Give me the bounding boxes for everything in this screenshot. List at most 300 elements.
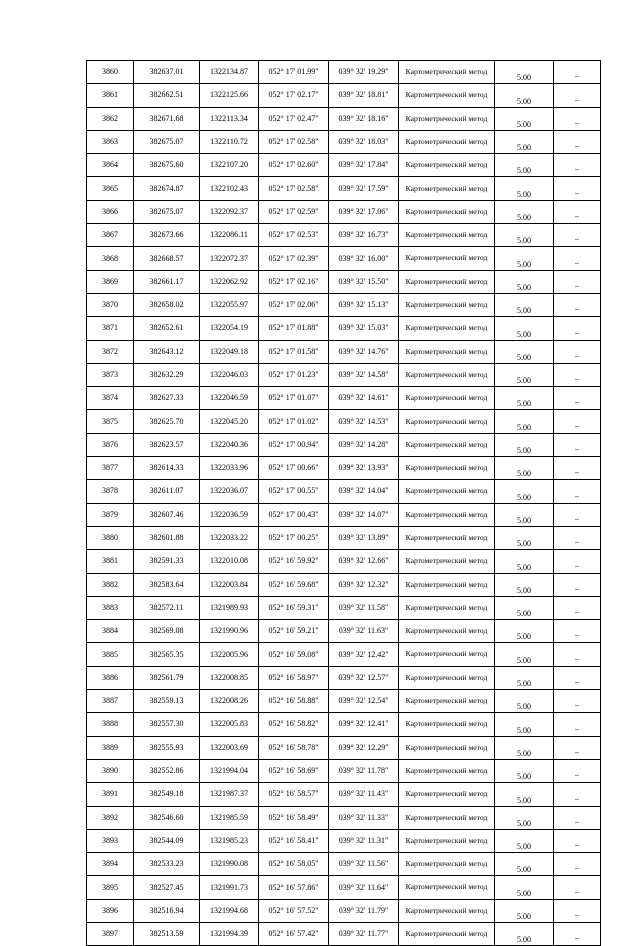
x-coordinate-cell: 382516.94	[134, 899, 200, 922]
point-number-cell: 3879	[87, 503, 134, 526]
y-coordinate-cell: 1321994.39	[200, 922, 259, 945]
x-coordinate-cell: 382668.57	[134, 247, 200, 270]
table-row	[87, 107, 601, 130]
x-coordinate-cell: 382675.07	[134, 200, 200, 223]
table-row	[87, 806, 601, 829]
x-coordinate-cell: 382533.23	[134, 853, 200, 876]
method-cell: Картометрический метод	[399, 457, 495, 480]
note-cell: –	[554, 61, 601, 84]
longitude-cell: 039° 32' 14.53"	[329, 410, 399, 433]
x-coordinate-cell: 382652.61	[134, 317, 200, 340]
latitude-cell: 052° 16' 59.08"	[259, 643, 329, 666]
accuracy-cell: 5.00	[495, 247, 554, 270]
point-number-cell: 3868	[87, 247, 134, 270]
latitude-cell: 052° 17' 02.16"	[259, 270, 329, 293]
x-coordinate-cell: 382559.13	[134, 690, 200, 713]
table-row	[87, 433, 601, 456]
method-cell: Картометрический метод	[399, 480, 495, 503]
point-number-cell: 3896	[87, 899, 134, 922]
latitude-cell: 052° 17' 01.58"	[259, 340, 329, 363]
y-coordinate-cell: 1321985.23	[200, 829, 259, 852]
accuracy-cell: 5.00	[495, 759, 554, 782]
x-coordinate-cell: 382561.79	[134, 666, 200, 689]
method-cell: Картометрический метод	[399, 783, 495, 806]
latitude-cell: 052° 16' 58.49"	[259, 806, 329, 829]
accuracy-cell: 5.00	[495, 806, 554, 829]
accuracy-cell: 5.00	[495, 270, 554, 293]
x-coordinate-cell: 382637.01	[134, 61, 200, 84]
note-cell: –	[554, 573, 601, 596]
note-cell: –	[554, 154, 601, 177]
accuracy-cell: 5.00	[495, 130, 554, 153]
longitude-cell: 039° 32' 17.06"	[329, 200, 399, 223]
method-cell: Картометрический метод	[399, 736, 495, 759]
accuracy-cell: 5.00	[495, 457, 554, 480]
x-coordinate-cell: 382583.64	[134, 573, 200, 596]
table-row	[87, 154, 601, 177]
note-cell: –	[554, 293, 601, 316]
note-cell: –	[554, 177, 601, 200]
note-cell: –	[554, 713, 601, 736]
table-row	[87, 759, 601, 782]
y-coordinate-cell: 1322008.85	[200, 666, 259, 689]
accuracy-cell: 5.00	[495, 690, 554, 713]
x-coordinate-cell: 382623.57	[134, 433, 200, 456]
accuracy-cell: 5.00	[495, 200, 554, 223]
method-cell: Картометрический метод	[399, 130, 495, 153]
latitude-cell: 052° 17' 02.58"	[259, 177, 329, 200]
y-coordinate-cell: 1322036.59	[200, 503, 259, 526]
method-cell: Картометрический метод	[399, 317, 495, 340]
note-cell: –	[554, 247, 601, 270]
latitude-cell: 052° 17' 02.47"	[259, 107, 329, 130]
note-cell: –	[554, 433, 601, 456]
note-cell: –	[554, 596, 601, 619]
longitude-cell: 039° 32' 14.58"	[329, 363, 399, 386]
longitude-cell: 039° 32' 11.78"	[329, 759, 399, 782]
x-coordinate-cell: 382673.66	[134, 224, 200, 247]
note-cell: –	[554, 387, 601, 410]
accuracy-cell: 5.00	[495, 643, 554, 666]
accuracy-cell: 5.00	[495, 433, 554, 456]
y-coordinate-cell: 1322040.36	[200, 433, 259, 456]
longitude-cell: 039° 32' 11.63"	[329, 620, 399, 643]
accuracy-cell: 5.00	[495, 829, 554, 852]
longitude-cell: 039° 32' 17.59"	[329, 177, 399, 200]
table-row	[87, 736, 601, 759]
point-number-cell: 3867	[87, 224, 134, 247]
note-cell: –	[554, 922, 601, 945]
x-coordinate-cell: 382674.87	[134, 177, 200, 200]
x-coordinate-cell: 382552.86	[134, 759, 200, 782]
y-coordinate-cell: 1321987.37	[200, 783, 259, 806]
coordinates-table	[86, 60, 601, 946]
longitude-cell: 039° 32' 19.29"	[329, 61, 399, 84]
point-number-cell: 3895	[87, 876, 134, 899]
method-cell: Картометрический метод	[399, 61, 495, 84]
x-coordinate-cell: 382546.60	[134, 806, 200, 829]
y-coordinate-cell: 1322113.34	[200, 107, 259, 130]
latitude-cell: 052° 16' 59.31"	[259, 596, 329, 619]
note-cell: –	[554, 550, 601, 573]
method-cell: Картометрический метод	[399, 224, 495, 247]
y-coordinate-cell: 1322102.43	[200, 177, 259, 200]
accuracy-cell: 5.00	[495, 573, 554, 596]
latitude-cell: 052° 17' 00.25"	[259, 526, 329, 549]
table-row	[87, 899, 601, 922]
method-cell: Картометрический метод	[399, 876, 495, 899]
accuracy-cell: 5.00	[495, 154, 554, 177]
point-number-cell: 3862	[87, 107, 134, 130]
x-coordinate-cell: 382549.18	[134, 783, 200, 806]
accuracy-cell: 5.00	[495, 340, 554, 363]
latitude-cell: 052° 17' 01.07"	[259, 387, 329, 410]
point-number-cell: 3888	[87, 713, 134, 736]
method-cell: Картометрический метод	[399, 387, 495, 410]
method-cell: Картометрический метод	[399, 526, 495, 549]
longitude-cell: 039° 32' 13.89"	[329, 526, 399, 549]
point-number-cell: 3866	[87, 200, 134, 223]
point-number-cell: 3869	[87, 270, 134, 293]
table-row	[87, 666, 601, 689]
method-cell: Картометрический метод	[399, 154, 495, 177]
longitude-cell: 039° 32' 15.13"	[329, 293, 399, 316]
note-cell: –	[554, 107, 601, 130]
note-cell: –	[554, 853, 601, 876]
table-row	[87, 876, 601, 899]
table-row	[87, 247, 601, 270]
x-coordinate-cell: 382607.46	[134, 503, 200, 526]
y-coordinate-cell: 1322005.83	[200, 713, 259, 736]
longitude-cell: 039° 32' 16.00"	[329, 247, 399, 270]
point-number-cell: 3882	[87, 573, 134, 596]
longitude-cell: 039° 32' 11.43"	[329, 783, 399, 806]
y-coordinate-cell: 1322036.07	[200, 480, 259, 503]
point-number-cell: 3886	[87, 666, 134, 689]
accuracy-cell: 5.00	[495, 503, 554, 526]
accuracy-cell: 5.00	[495, 899, 554, 922]
latitude-cell: 052° 17' 01.99"	[259, 61, 329, 84]
note-cell: –	[554, 503, 601, 526]
longitude-cell: 039° 32' 13.93"	[329, 457, 399, 480]
longitude-cell: 039° 32' 18.81"	[329, 84, 399, 107]
method-cell: Картометрический метод	[399, 340, 495, 363]
longitude-cell: 039° 32' 15.50"	[329, 270, 399, 293]
longitude-cell: 039° 32' 12.29"	[329, 736, 399, 759]
table-row	[87, 783, 601, 806]
longitude-cell: 039° 32' 11.77"	[329, 922, 399, 945]
x-coordinate-cell: 382601.88	[134, 526, 200, 549]
table-row	[87, 643, 601, 666]
method-cell: Картометрический метод	[399, 200, 495, 223]
note-cell: –	[554, 690, 601, 713]
longitude-cell: 039° 32' 12.41"	[329, 713, 399, 736]
x-coordinate-cell: 382625.70	[134, 410, 200, 433]
y-coordinate-cell: 1322049.18	[200, 340, 259, 363]
latitude-cell: 052° 16' 57.86"	[259, 876, 329, 899]
table-row	[87, 363, 601, 386]
table-row	[87, 573, 601, 596]
accuracy-cell: 5.00	[495, 526, 554, 549]
table-row	[87, 387, 601, 410]
y-coordinate-cell: 1321990.96	[200, 620, 259, 643]
point-number-cell: 3894	[87, 853, 134, 876]
note-cell: –	[554, 200, 601, 223]
table-row	[87, 130, 601, 153]
x-coordinate-cell: 382658.02	[134, 293, 200, 316]
y-coordinate-cell: 1322110.72	[200, 130, 259, 153]
longitude-cell: 039° 32' 14.76"	[329, 340, 399, 363]
accuracy-cell: 5.00	[495, 876, 554, 899]
y-coordinate-cell: 1322072.37	[200, 247, 259, 270]
point-number-cell: 3861	[87, 84, 134, 107]
accuracy-cell: 5.00	[495, 666, 554, 689]
y-coordinate-cell: 1322045.20	[200, 410, 259, 433]
method-cell: Картометрический метод	[399, 550, 495, 573]
latitude-cell: 052° 16' 59.68"	[259, 573, 329, 596]
method-cell: Картометрический метод	[399, 107, 495, 130]
x-coordinate-cell: 382513.59	[134, 922, 200, 945]
y-coordinate-cell: 1321991.73	[200, 876, 259, 899]
latitude-cell: 052° 16' 58.97"	[259, 666, 329, 689]
x-coordinate-cell: 382572.11	[134, 596, 200, 619]
latitude-cell: 052° 17' 02.17"	[259, 84, 329, 107]
table-row	[87, 620, 601, 643]
y-coordinate-cell: 1322092.37	[200, 200, 259, 223]
longitude-cell: 039° 32' 12.57"	[329, 666, 399, 689]
y-coordinate-cell: 1322008.26	[200, 690, 259, 713]
longitude-cell: 039° 32' 12.42"	[329, 643, 399, 666]
x-coordinate-cell: 382527.45	[134, 876, 200, 899]
point-number-cell: 3884	[87, 620, 134, 643]
table-body	[87, 61, 601, 946]
y-coordinate-cell: 1322134.87	[200, 61, 259, 84]
note-cell: –	[554, 130, 601, 153]
latitude-cell: 052° 16' 58.88"	[259, 690, 329, 713]
y-coordinate-cell: 1322005.96	[200, 643, 259, 666]
longitude-cell: 039° 32' 16.73"	[329, 224, 399, 247]
longitude-cell: 039° 32' 11.31"	[329, 829, 399, 852]
longitude-cell: 039° 32' 18.03"	[329, 130, 399, 153]
longitude-cell: 039° 32' 11.79"	[329, 899, 399, 922]
table-row	[87, 270, 601, 293]
method-cell: Картометрический метод	[399, 177, 495, 200]
point-number-cell: 3876	[87, 433, 134, 456]
table-row	[87, 596, 601, 619]
table-row	[87, 503, 601, 526]
latitude-cell: 052° 17' 02.60"	[259, 154, 329, 177]
table-row	[87, 410, 601, 433]
method-cell: Картометрический метод	[399, 573, 495, 596]
longitude-cell: 039° 32' 14.28"	[329, 433, 399, 456]
table-row	[87, 293, 601, 316]
longitude-cell: 039° 32' 14.61"	[329, 387, 399, 410]
point-number-cell: 3889	[87, 736, 134, 759]
note-cell: –	[554, 84, 601, 107]
accuracy-cell: 5.00	[495, 61, 554, 84]
y-coordinate-cell: 1322046.59	[200, 387, 259, 410]
latitude-cell: 052° 17' 00.66"	[259, 457, 329, 480]
method-cell: Картометрический метод	[399, 293, 495, 316]
x-coordinate-cell: 382569.08	[134, 620, 200, 643]
y-coordinate-cell: 1322054.19	[200, 317, 259, 340]
x-coordinate-cell: 382627.33	[134, 387, 200, 410]
latitude-cell: 052° 16' 58.57"	[259, 783, 329, 806]
note-cell: –	[554, 317, 601, 340]
latitude-cell: 052° 17' 02.06"	[259, 293, 329, 316]
note-cell: –	[554, 620, 601, 643]
table-row	[87, 550, 601, 573]
y-coordinate-cell: 1322062.92	[200, 270, 259, 293]
y-coordinate-cell: 1322003.84	[200, 573, 259, 596]
table-row	[87, 200, 601, 223]
latitude-cell: 052° 16' 59.92"	[259, 550, 329, 573]
point-number-cell: 3892	[87, 806, 134, 829]
point-number-cell: 3863	[87, 130, 134, 153]
x-coordinate-cell: 382643.12	[134, 340, 200, 363]
x-coordinate-cell: 382661.17	[134, 270, 200, 293]
table-row	[87, 713, 601, 736]
method-cell: Картометрический метод	[399, 899, 495, 922]
x-coordinate-cell: 382544.09	[134, 829, 200, 852]
latitude-cell: 052° 16' 58.78"	[259, 736, 329, 759]
longitude-cell: 039° 32' 18.16"	[329, 107, 399, 130]
longitude-cell: 039° 32' 17.84"	[329, 154, 399, 177]
table-row	[87, 922, 601, 945]
accuracy-cell: 5.00	[495, 736, 554, 759]
note-cell: –	[554, 224, 601, 247]
y-coordinate-cell: 1322003.69	[200, 736, 259, 759]
x-coordinate-cell: 382671.68	[134, 107, 200, 130]
point-number-cell: 3864	[87, 154, 134, 177]
method-cell: Картометрический метод	[399, 596, 495, 619]
y-coordinate-cell: 1321989.93	[200, 596, 259, 619]
point-number-cell: 3897	[87, 922, 134, 945]
method-cell: Картометрический метод	[399, 922, 495, 945]
y-coordinate-cell: 1322125.66	[200, 84, 259, 107]
table-row	[87, 177, 601, 200]
x-coordinate-cell: 382675.60	[134, 154, 200, 177]
method-cell: Картометрический метод	[399, 270, 495, 293]
x-coordinate-cell: 382611.07	[134, 480, 200, 503]
method-cell: Картометрический метод	[399, 713, 495, 736]
x-coordinate-cell: 382555.93	[134, 736, 200, 759]
x-coordinate-cell: 382662.51	[134, 84, 200, 107]
method-cell: Картометрический метод	[399, 433, 495, 456]
method-cell: Картометрический метод	[399, 620, 495, 643]
y-coordinate-cell: 1321990.08	[200, 853, 259, 876]
method-cell: Картометрический метод	[399, 363, 495, 386]
accuracy-cell: 5.00	[495, 550, 554, 573]
point-number-cell: 3860	[87, 61, 134, 84]
accuracy-cell: 5.00	[495, 410, 554, 433]
x-coordinate-cell: 382675.07	[134, 130, 200, 153]
y-coordinate-cell: 1321994.04	[200, 759, 259, 782]
y-coordinate-cell: 1322107.20	[200, 154, 259, 177]
point-number-cell: 3870	[87, 293, 134, 316]
method-cell: Картометрический метод	[399, 643, 495, 666]
x-coordinate-cell: 382632.29	[134, 363, 200, 386]
x-coordinate-cell: 382565.35	[134, 643, 200, 666]
method-cell: Картометрический метод	[399, 247, 495, 270]
latitude-cell: 052° 17' 02.39"	[259, 247, 329, 270]
latitude-cell: 052° 17' 02.59"	[259, 200, 329, 223]
note-cell: –	[554, 876, 601, 899]
table-row	[87, 457, 601, 480]
method-cell: Картометрический метод	[399, 503, 495, 526]
latitude-cell: 052° 17' 00.43"	[259, 503, 329, 526]
point-number-cell: 3874	[87, 387, 134, 410]
x-coordinate-cell: 382591.33	[134, 550, 200, 573]
point-number-cell: 3893	[87, 829, 134, 852]
point-number-cell: 3887	[87, 690, 134, 713]
point-number-cell: 3890	[87, 759, 134, 782]
note-cell: –	[554, 759, 601, 782]
latitude-cell: 052° 17' 01.02"	[259, 410, 329, 433]
point-number-cell: 3865	[87, 177, 134, 200]
point-number-cell: 3881	[87, 550, 134, 573]
longitude-cell: 039° 32' 14.04"	[329, 480, 399, 503]
latitude-cell: 052° 16' 58.41"	[259, 829, 329, 852]
point-number-cell: 3885	[87, 643, 134, 666]
y-coordinate-cell: 1322033.96	[200, 457, 259, 480]
note-cell: –	[554, 666, 601, 689]
x-coordinate-cell: 382614.33	[134, 457, 200, 480]
accuracy-cell: 5.00	[495, 363, 554, 386]
latitude-cell: 052° 16' 58.05"	[259, 853, 329, 876]
note-cell: –	[554, 899, 601, 922]
latitude-cell: 052° 17' 02.53"	[259, 224, 329, 247]
y-coordinate-cell: 1322033.22	[200, 526, 259, 549]
y-coordinate-cell: 1321985.59	[200, 806, 259, 829]
note-cell: –	[554, 410, 601, 433]
latitude-cell: 052° 16' 57.52"	[259, 899, 329, 922]
y-coordinate-cell: 1322046.03	[200, 363, 259, 386]
method-cell: Картометрический метод	[399, 829, 495, 852]
accuracy-cell: 5.00	[495, 317, 554, 340]
method-cell: Картометрический метод	[399, 853, 495, 876]
table-row	[87, 829, 601, 852]
longitude-cell: 039° 32' 14.07"	[329, 503, 399, 526]
accuracy-cell: 5.00	[495, 387, 554, 410]
table-row	[87, 526, 601, 549]
latitude-cell: 052° 17' 01.88"	[259, 317, 329, 340]
latitude-cell: 052° 16' 58.69"	[259, 759, 329, 782]
longitude-cell: 039° 32' 11.33"	[329, 806, 399, 829]
point-number-cell: 3880	[87, 526, 134, 549]
table-row	[87, 853, 601, 876]
point-number-cell: 3871	[87, 317, 134, 340]
table-row	[87, 340, 601, 363]
accuracy-cell: 5.00	[495, 713, 554, 736]
accuracy-cell: 5.00	[495, 293, 554, 316]
latitude-cell: 052° 17' 00.94"	[259, 433, 329, 456]
y-coordinate-cell: 1322010.08	[200, 550, 259, 573]
method-cell: Картометрический метод	[399, 410, 495, 433]
point-number-cell: 3877	[87, 457, 134, 480]
y-coordinate-cell: 1321994.68	[200, 899, 259, 922]
note-cell: –	[554, 457, 601, 480]
point-number-cell: 3891	[87, 783, 134, 806]
note-cell: –	[554, 783, 601, 806]
point-number-cell: 3883	[87, 596, 134, 619]
longitude-cell: 039° 32' 12.32"	[329, 573, 399, 596]
table-row	[87, 317, 601, 340]
y-coordinate-cell: 1322086.11	[200, 224, 259, 247]
latitude-cell: 052° 17' 01.23"	[259, 363, 329, 386]
accuracy-cell: 5.00	[495, 224, 554, 247]
table-row	[87, 84, 601, 107]
